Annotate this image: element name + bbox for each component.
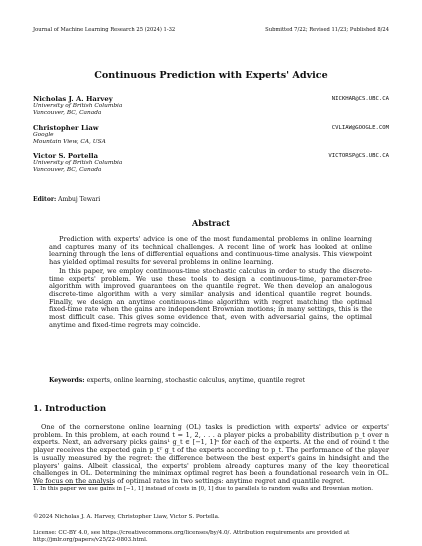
license-notice: License: CC-BY 4.0, see https://creativecommons.org/licenses/by/4.0/. Attribution requirements are provided at http://jmlr.org/papers/v25/22-0803.html. [33,530,350,544]
keywords [49,377,372,384]
author-block [33,124,389,146]
paper-title: Continuous Prediction with Experts' Advice [94,70,328,81]
author-email: VICTORSP@CS.UBC.CA [328,153,389,159]
keywords-text: experts, online learning, stochastic calculus, anytime, quantile regret [86,377,306,384]
abstract-paragraph: Prediction with experts' advice is one of the most fundamental problems in online learning and captures many of its technical challenges. A recent line of work has looked at online learning through the lens of differential equations and continuous-time analysis. This viewpoint has yielded optimal results for several problems in online learning. [49,235,372,267]
author-block [33,152,389,174]
author-block [33,95,389,117]
author-affiliation: Vancouver, BC, Canada [33,167,102,174]
intro-paragraph: One of the cornerstone online learning (OL) tasks is prediction with experts' advice or experts' problem. In this problem, at each round t = 1, 2, . . . a player picks a probability distribution p_t over n experts. Next, an adversary picks gains¹ g_t ∈ [−1, 1]ⁿ for each of the experts. At the end of round t the player receives the expected gain p_tᵀ g_t of the experts according to p_t. The performance of the player is usually measured by the regret: the difference between the best expert's gains in hindsight and the players' gains. Albeit classical, the experts' problem already captures many of the key theoretical challenges in OL. Determining the minimax optimal regret has been a foundational research vein in OL. We focus on the analysis of optimal rates in two settings: anytime regret and quantile regret. [33,423,389,485]
author-affiliation: University of British Columbia [33,103,123,109]
footnote: 1. In this paper we use gains in [−1, 1] instead of costs in [0, 1] due to parallels to random walks and Brownian motion. [33,486,374,492]
editor-line [33,196,100,203]
editor-name: Ambuj Tewari [58,196,101,203]
copyright-notice: ©2024 Nicholas J. A. Harvey, Christopher Liaw, Victor S. Portella. [33,514,220,520]
submission-dates: Submitted 7/22; Revised 11/23; Published 8/24 [265,27,389,33]
abstract-body [49,236,372,329]
author-affiliation: Google [33,132,54,138]
author-name: Victor S. Portella [33,152,98,160]
footnote-rule [33,484,113,485]
author-name: Christopher Liaw [33,124,99,132]
author-email: CVLIAW@GOOGLE.COM [331,125,389,131]
keywords-label: Keywords: [49,377,85,384]
section-heading: 1. Introduction [33,404,107,414]
abstract-paragraph: In this paper, we employ continuous-time stochastic calculus in order to study the discrete-time experts' problem. We use these tools to design a continuous-time, parameter-free algorithm with improved guarantees on the quantile regret. We then develop an analogous discrete-time algorithm with a very similar analysis and identical quantile regret bounds. Finally, we design an anytime continuous-time algorithm with regret matching the optimal fixed-time rate when the gains are independent Brownian motions; in many settings, this is the most difficult case. This gives some evidence that, even with adversarial gains, the optimal anytime and fixed-time regrets may coincide. [49,266,372,329]
author-affiliation: Mountain View, CA, USA [33,139,106,146]
editor-label: Editor: [33,196,57,203]
author-affiliation: University of British Columbia [33,160,123,166]
author-name: Nicholas J. A. Harvey [33,95,113,103]
journal-header: Journal of Machine Learning Research 25 (2024) 1-32 [33,27,176,33]
author-email: NICKHAR@CS.UBC.CA [331,96,389,102]
introduction-body [33,424,389,486]
abstract-heading: Abstract [192,218,230,228]
author-affiliation: Vancouver, BC, Canada [33,110,102,117]
